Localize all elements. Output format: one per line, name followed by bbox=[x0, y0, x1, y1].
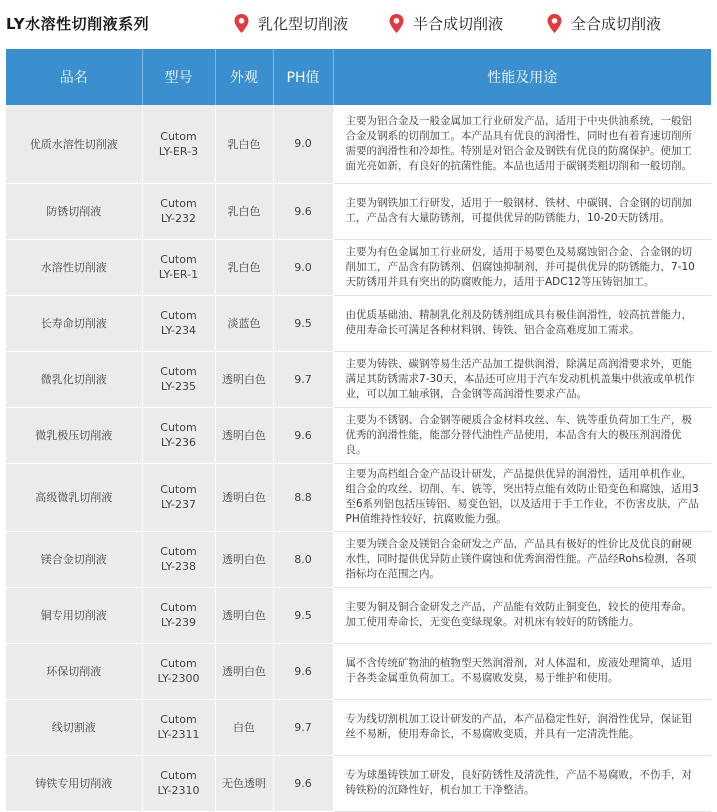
product-ph: 9.0 bbox=[273, 105, 333, 183]
product-ph: 9.5 bbox=[273, 295, 333, 351]
product-name: 优质水溶性切削液 bbox=[6, 105, 142, 183]
product-model bbox=[142, 699, 215, 755]
legend-semi-synthetic bbox=[389, 13, 503, 34]
table-row bbox=[6, 239, 711, 295]
table-row bbox=[6, 755, 711, 811]
model-brand: Cutom bbox=[160, 309, 197, 322]
product-appearance: 透明白色 bbox=[215, 531, 273, 587]
product-name: 铜专用切削液 bbox=[6, 587, 142, 643]
model-code: LY-2311 bbox=[157, 728, 200, 741]
product-name: 长寿命切削液 bbox=[6, 295, 142, 351]
product-ph: 9.0 bbox=[273, 239, 333, 295]
column-header-name: 品名 bbox=[6, 49, 142, 105]
model-brand: Cutom bbox=[160, 129, 197, 143]
model-brand: Cutom bbox=[160, 365, 197, 378]
model-brand: Cutom bbox=[160, 601, 197, 614]
table-header-row bbox=[6, 49, 711, 105]
column-header-appearance: 外观 bbox=[215, 49, 273, 105]
location-pin-icon bbox=[389, 14, 404, 33]
table-row bbox=[6, 463, 711, 531]
product-description: 专为线切割机加工设计研发的产品，本产品稳定性好，润滑性优异，保证钼丝不易断，使用寿命长，不易腐败变质，并具有一定清洗性能。 bbox=[333, 699, 711, 755]
product-model bbox=[142, 183, 215, 239]
product-name: 微乳极压切削液 bbox=[6, 407, 142, 463]
model-brand: Cutom bbox=[160, 483, 197, 496]
legend-label: 半合成切削液 bbox=[413, 15, 504, 33]
column-header-ph: PH值 bbox=[273, 49, 333, 105]
legend-label: 乳化型切削液 bbox=[258, 15, 349, 33]
product-appearance: 乳白色 bbox=[215, 239, 273, 295]
product-model bbox=[142, 755, 215, 811]
product-model bbox=[142, 643, 215, 699]
table-row bbox=[6, 295, 711, 351]
product-ph: 9.6 bbox=[273, 643, 333, 699]
column-header-model: 型号 bbox=[142, 49, 215, 105]
product-ph: 8.0 bbox=[273, 531, 333, 587]
product-description: 主要为铜及铜合金研发之产品，产品能有效防止铜变色，较长的使用寿命。加工使用寿命长，无变色变绿现象。对机床有较好的防锈能力。 bbox=[333, 587, 711, 643]
location-pin-icon bbox=[234, 14, 249, 33]
product-name: 镁合金切削液 bbox=[6, 531, 142, 587]
product-ph: 9.6 bbox=[273, 407, 333, 463]
page-title: LY水溶性切削液系列 bbox=[6, 15, 150, 33]
product-name: 线切割液 bbox=[6, 699, 142, 755]
product-model bbox=[142, 463, 215, 531]
product-description: 主要为有色金属加工行业研发，适用于易要色及易腐蚀铝合金、合金钢的切削加工，产品含有防锈剂、侣腐蚀抑制剂，并可提供优异的防锈能力，7-10天防锈用并具有突出的防腐败能力，适用于ADC12等压铸铝加工。 bbox=[333, 239, 711, 295]
product-ph: 9.5 bbox=[273, 587, 333, 643]
table-row bbox=[6, 105, 711, 183]
product-appearance: 透明白色 bbox=[215, 351, 273, 407]
product-model bbox=[142, 105, 215, 183]
model-brand: Cutom bbox=[160, 253, 197, 266]
product-name: 水溶性切削液 bbox=[6, 239, 142, 295]
product-appearance: 乳白色 bbox=[215, 105, 273, 183]
model-brand: Cutom bbox=[160, 421, 197, 434]
product-model bbox=[142, 351, 215, 407]
product-appearance: 无色透明 bbox=[215, 755, 273, 811]
product-appearance: 透明白色 bbox=[215, 407, 273, 463]
column-header-description: 性能及用途 bbox=[333, 49, 711, 105]
product-description: 主要为不锈钢、合金钢等硬质合金材料攻丝、车、铣等重负荷加工生产，极优秀的润滑性能，能部分替代油性产品使用，本品含有大的极压剂润滑优良。 bbox=[333, 407, 711, 463]
model-code: LY-238 bbox=[160, 560, 197, 573]
product-description: 属不含传统矿物油的植物型天然润滑剂，对人体温和，废液处理简单，适用于各类金属重负荷加工。不易腐败发臭，易于维护和使用。 bbox=[333, 643, 711, 699]
product-description: 专为球墨铸铁加工研发，良好防锈性及清洗性，产品不易腐败，不伤手，对铸铁粉的沉降性好，机台加工干净整洁。 bbox=[333, 755, 711, 811]
page-header bbox=[0, 0, 717, 48]
product-name: 高级微乳切削液 bbox=[6, 463, 142, 531]
model-code: LY-235 bbox=[160, 380, 197, 393]
product-description: 主要为镁合金及镁铝合金研发之产品，产品具有极好的性价比及优良的耐硬水性，同时提供优异防止镁件腐蚀和优秀润滑性能。产品经Rohs检测，各项指标均在范围之内。 bbox=[333, 531, 711, 587]
product-name: 防锈切削液 bbox=[6, 183, 142, 239]
table-row bbox=[6, 587, 711, 643]
model-brand: Cutom bbox=[160, 657, 197, 670]
product-ph: 9.7 bbox=[273, 699, 333, 755]
product-appearance: 乳白色 bbox=[215, 183, 273, 239]
product-table bbox=[6, 49, 711, 812]
model-code: LY-ER-3 bbox=[158, 144, 199, 158]
product-appearance: 透明白色 bbox=[215, 587, 273, 643]
model-code: LY-232 bbox=[160, 212, 197, 225]
product-model bbox=[142, 295, 215, 351]
model-brand: Cutom bbox=[160, 545, 197, 558]
product-model bbox=[142, 407, 215, 463]
product-description: 主要为钢铁加工行研发，适用于一般钢材、铁材、中碳钢、合金钢的切削加工，产品含有大量防锈剂，可提供优异的防锈能力，10-20天防锈用。 bbox=[333, 183, 711, 239]
table-row bbox=[6, 407, 711, 463]
product-model bbox=[142, 531, 215, 587]
product-description: 由优质基础油、精制乳化剂及防锈剂组成具有极佳润滑性，较高抗普能力，使用寿命长可满足各种材料钢、铸铁、铝合金高难度加工需求。 bbox=[333, 295, 711, 351]
model-brand: Cutom bbox=[160, 769, 197, 782]
product-description: 主要为高档组合金产品设计研发，产品提供优异的润滑性，适用单机作业，组合金的攻丝、切削、车、铣等，突出特点能有效防止铅变色和腐蚀，适用3至6系列铝包括压铸铝、易变色铝，以及适用于手工作业，不伤害皮肤，产品PH值维持性较好，抗腐败能力强。 bbox=[333, 463, 711, 531]
product-model bbox=[142, 587, 215, 643]
product-name: 环保切削液 bbox=[6, 643, 142, 699]
table-row bbox=[6, 183, 711, 239]
legend-emulsion bbox=[234, 13, 348, 34]
product-ph: 9.6 bbox=[273, 755, 333, 811]
table-row bbox=[6, 643, 711, 699]
model-code: LY-239 bbox=[160, 616, 197, 629]
product-name: 铸铁专用切削液 bbox=[6, 755, 142, 811]
product-description: 主要为铝合金及一般金属加工行业研发产品，适用于中央供油系统，一般铝合金及钢系的切削加工。本产品具有优良的润滑性，同时也有着育速切削所需要的润滑性和冷却性。特别是对铝合金及钢铁有优良的防腐保护。使加工面光亮如新，有良好的抗菌性能。本品也适用于碳钢类粗切削和一般切削。 bbox=[333, 105, 711, 183]
product-appearance: 白色 bbox=[215, 699, 273, 755]
table-row bbox=[6, 531, 711, 587]
model-code: LY-2300 bbox=[157, 672, 200, 685]
location-pin-icon bbox=[547, 14, 562, 33]
product-ph: 9.7 bbox=[273, 351, 333, 407]
product-ph: 9.6 bbox=[273, 183, 333, 239]
product-model bbox=[142, 239, 215, 295]
model-code: LY-237 bbox=[160, 498, 197, 511]
legend-full-synthetic bbox=[547, 13, 661, 34]
product-description: 主要为铸铁、碳钢等易生活产品加工提供润滑，除满足高润滑要求外，更能满足其防锈需求7-30天，本品还可应用于汽车发动机机盖集中供液或单机作业，可以加工轴承钢，合金钢等高润滑性要求产品。 bbox=[333, 351, 711, 407]
table-row bbox=[6, 351, 711, 407]
model-brand: Cutom bbox=[160, 713, 197, 726]
product-ph: 8.8 bbox=[273, 463, 333, 531]
product-name: 微乳化切削液 bbox=[6, 351, 142, 407]
model-code: LY-2310 bbox=[157, 784, 200, 797]
table-row bbox=[6, 699, 711, 755]
model-code: LY-ER-1 bbox=[158, 268, 199, 281]
product-appearance: 透明白色 bbox=[215, 463, 273, 531]
model-code: LY-234 bbox=[160, 324, 197, 337]
model-brand: Cutom bbox=[160, 197, 197, 210]
model-code: LY-236 bbox=[160, 436, 197, 449]
product-appearance: 透明白色 bbox=[215, 643, 273, 699]
legend-label: 全合成切削液 bbox=[571, 15, 662, 33]
product-appearance: 淡蓝色 bbox=[215, 295, 273, 351]
